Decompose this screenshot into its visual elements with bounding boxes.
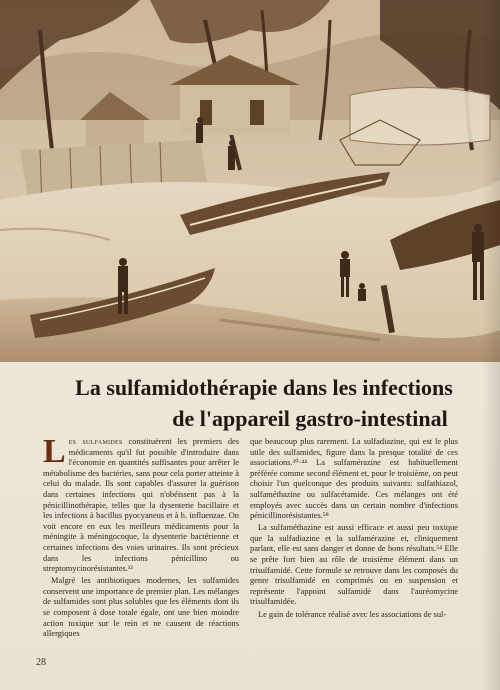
left-paragraph-2: Malgré les antibiotiques modernes, les sulfamides conservent une importance de premier plan. Les mélanges de sulfamides sont plus solubles que les éléments dont ils se composent à dose totale égale, ont une bien moindre action toxique sur le rein et ne causent de réactions allergiques [43,576,239,639]
right-paragraph-3: Le gain de tolérance réalisé avec les associations de sul- [258,609,447,619]
right-paragraph-1: que beaucoup plus rarement. La sulfadiazine, qui est le plus utile des sulfamides, figure dans la presque totalité de ces associations.³⁰·⁴⁴ La sulfamérazine est habituellement préférée comme second élément et, pour le troisième, on peut choisir l'un quelconque des produits suivants: sulfathiazol, sulfaméthazine ou sulfacétamide. Ces mélanges ont été employés avec succès dans un certain nombre d'infections pénicillinorésistantes.⁵⁸ [250,437,458,521]
title-line-2: de l'appareil gastro-intestinal [172,406,448,431]
right-paragraph-2: La sulfaméthazine est aussi efficace et aussi peu toxique que la sulfadiazine et la sulfamérazine et, cliniquement parlant, elle est sans danger et donne de bons résultats.⁵⁴ Elle se prête fort bien au rôle de troisième élément dans un trisulfamidé. Cette formule se retrouve dans les composés du genre trisulfamidé en comprimés ou en suspension et représente l'appoint sulfamidé dans l'auréomycine trisulfamidée. [250,523,458,607]
page-number: 28 [36,657,46,668]
right-column [250,437,458,620]
article-title [20,372,480,434]
drop-cap: L [43,433,66,470]
title-line-1: La sulfamidothérapie dans les infections [75,375,453,400]
lead-paragraph [43,433,239,575]
left-column [43,433,239,640]
lead-smallcaps: es sulfamides [68,437,123,446]
lead-text: constituèrent les premiers des médicaments qu'il fut possible d'introduire dans l'économie en quantités suffisantes pour arrêter le métabolisme des bactéries, sans pour cela porter atteinte à celui du malade. Ils sont capables d'assurer la guérison dans certaines infections qui n'obéissent pas à la pénicillinothérapie, telles que la dysenterie bacillaire et les infections à bacillus pyocyaneus et à h. influenzae. On voit encore en eux les meilleurs médicaments pour la méningite à méningocoque, la dysenterie bactérienne et certaines infections des voies urinaires. Ils sont précieux dans les infections pénicillino ou streptomycinorésistantes.¹² [43,437,239,574]
